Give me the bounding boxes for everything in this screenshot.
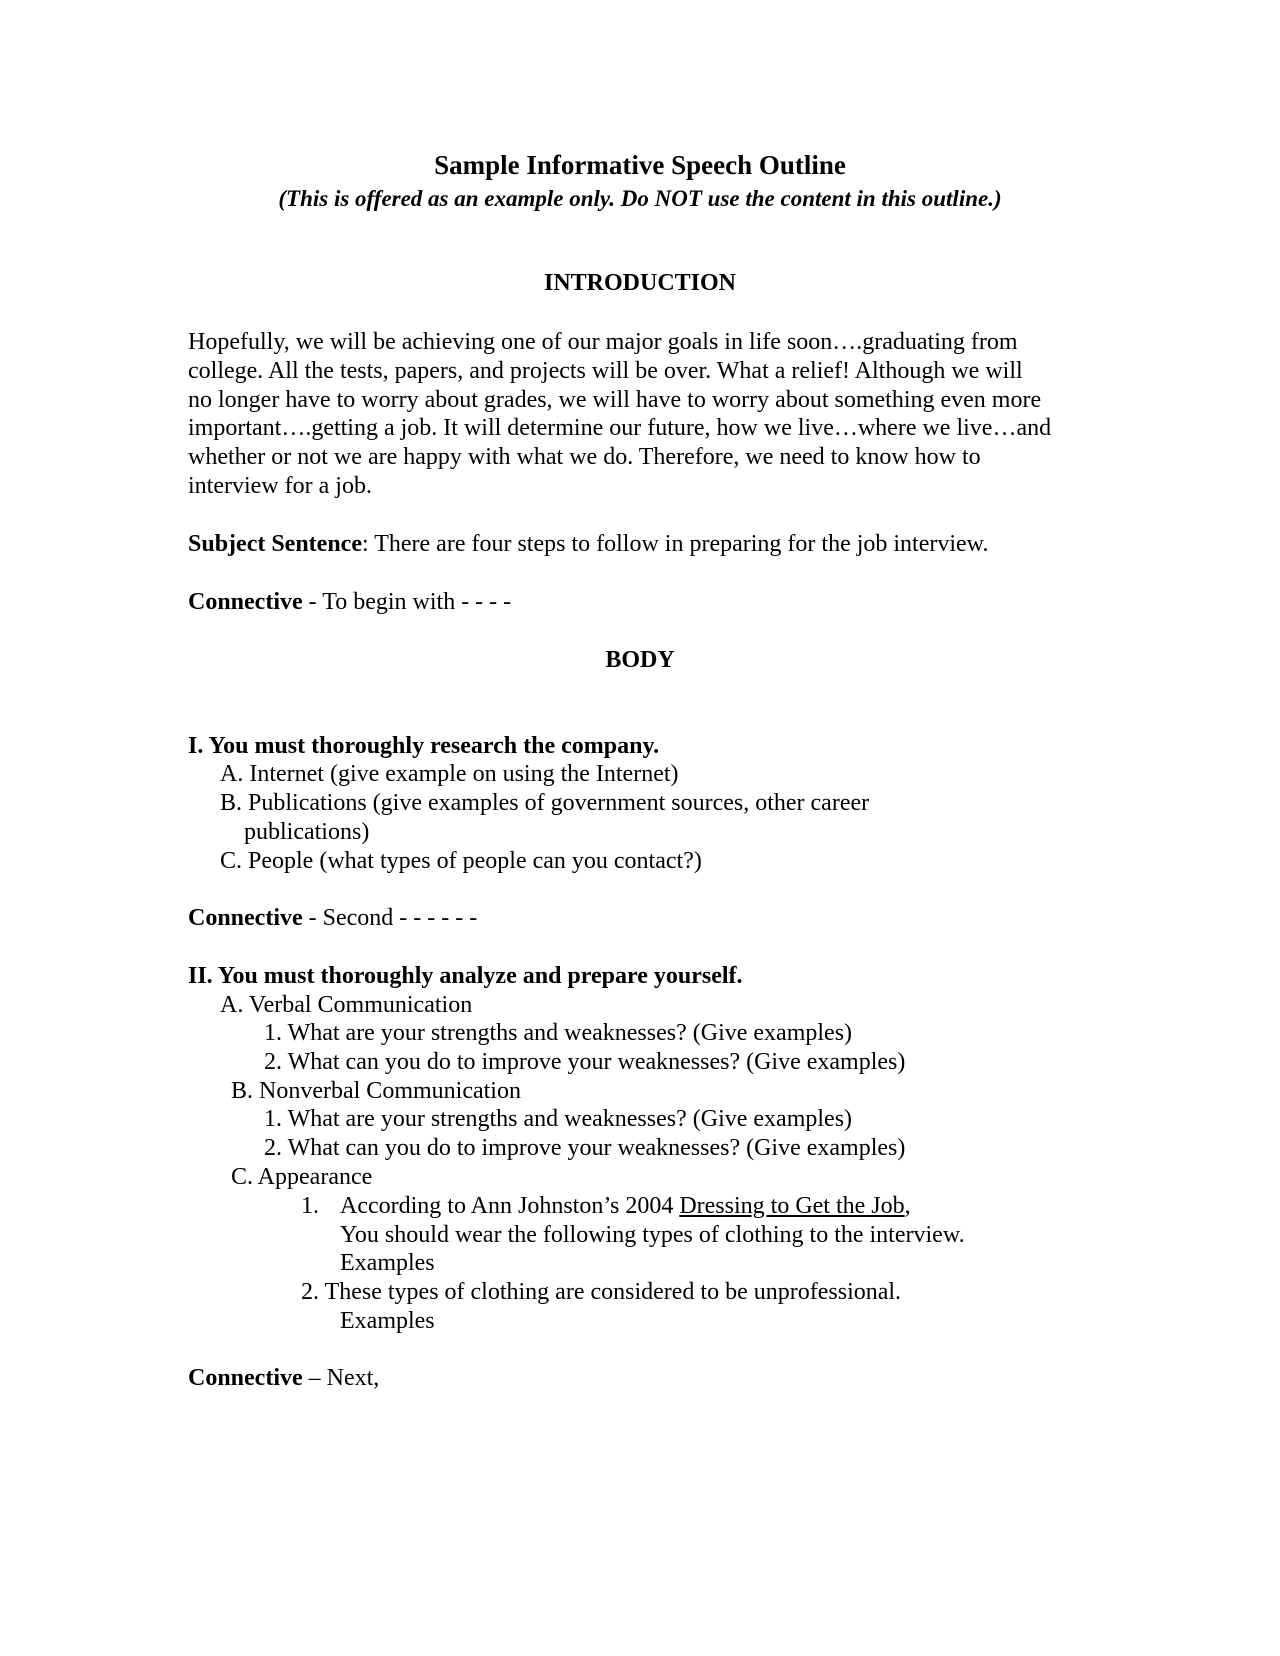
document-title: Sample Informative Speech Outline [434,150,846,180]
section-1-item-c: C. People (what types of people can you contact?) [220,848,702,874]
section-2-item-c1-number: 1. [301,1193,319,1219]
paragraph-line: important….getting a job. It will determine our future, how we live…where we live…and [188,415,1052,441]
citation-suffix: , [904,1193,911,1219]
connective-label: Connective [188,1365,303,1391]
section-2-item-c2-line2: Examples [340,1308,435,1334]
section-2-item-b1: 1. What are your strengths and weaknesses? (Give examples) [264,1106,853,1132]
section-2-item-b: B. Nonverbal Communication [231,1078,521,1104]
paragraph-line: interview for a job. [188,473,372,499]
section-2-item-a1: 1. What are your strengths and weaknesses? (Give examples) [264,1020,853,1046]
subject-sentence-text: : There are four steps to follow in preparing for the job interview. [361,531,989,557]
section-2-item-c2: 2. These types of clothing are considered to be unprofessional. [301,1279,902,1305]
section-2-item-c: C. Appearance [231,1164,373,1190]
connective-label: Connective [188,905,303,931]
document-subtitle: (This is offered as an example only. Do NOT use the content in this outline.) [278,186,1002,211]
connective-text: - To begin with - - - - [302,589,512,615]
paragraph-line: whether or not we are happy with what we do. Therefore, we need to know how to [188,444,981,470]
section-1-heading: I. You must thoroughly research the company. [188,733,660,759]
paragraph-line: college. All the tests, papers, and projects will be over. What a relief! Although we will [188,358,1023,384]
body-heading: BODY [605,647,675,673]
section-1-item-b: B. Publications (give examples of government sources, other career [220,790,870,816]
section-2-item-c1-line2: You should wear the following types of clothing to the interview. [340,1222,965,1248]
subject-sentence [188,529,988,559]
book-title: Dressing to Get the Job [679,1193,905,1219]
connective-text: - Second - - - - - - [302,905,478,931]
subject-sentence-label: Subject Sentence [188,531,362,557]
section-2-item-c1 [340,1191,911,1221]
introduction-heading: INTRODUCTION [543,270,737,296]
paragraph-line: Hopefully, we will be achieving one of our major goals in life soon….graduating from [188,329,1018,355]
section-2-item-c1-line3: Examples [340,1250,435,1276]
connective-1 [188,587,511,617]
section-1-item-a: A. Internet (give example on using the Internet) [220,761,679,787]
citation-prefix: According to Ann Johnston’s 2004 [340,1193,680,1219]
paragraph-line: no longer have to worry about grades, we will have to worry about something even more [188,387,1042,413]
section-2-item-b2: 2. What can you do to improve your weaknesses? (Give examples) [264,1135,906,1161]
section-1-item-b-cont: publications) [244,819,370,845]
connective-text: – Next, [302,1365,380,1391]
connective-label: Connective [188,589,303,615]
connective-2 [188,903,477,933]
section-2-item-a: A. Verbal Communication [220,992,473,1018]
connective-3 [188,1363,379,1393]
section-2-heading: II. You must thoroughly analyze and prepare yourself. [188,963,743,989]
section-2-item-a2: 2. What can you do to improve your weaknesses? (Give examples) [264,1049,906,1075]
